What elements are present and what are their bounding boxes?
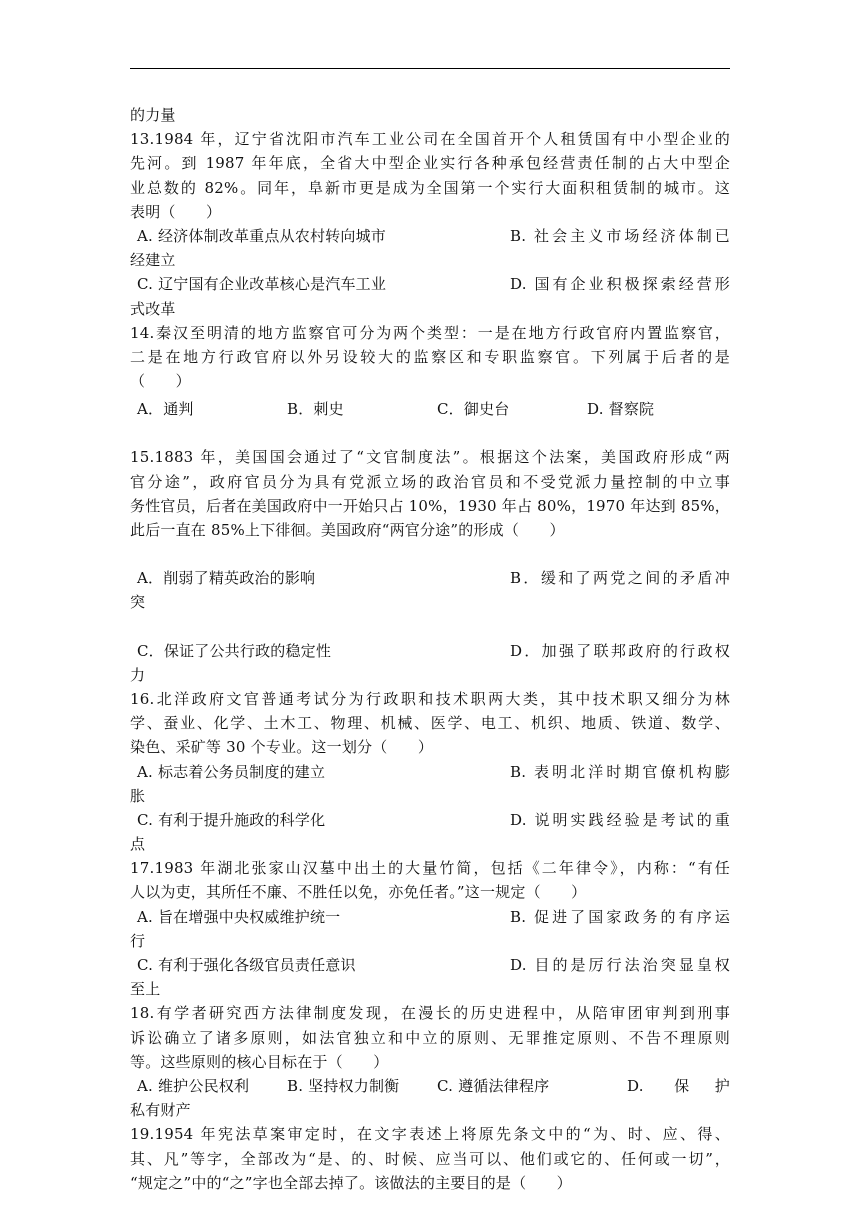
question-16-option-d: D. 说明实践经验是考试的重 xyxy=(510,810,730,829)
question-16-stem-line: 染色、采矿等 30 个专业。这一划分（ ） xyxy=(130,738,434,757)
question-13-option-b: B. 社会主义市场经济体制已 xyxy=(510,226,730,245)
question-15-option-d: D．加强了联邦政府的行政权 xyxy=(510,641,730,660)
question-18-option-d: D. 保护 xyxy=(627,1076,730,1095)
question-14-option-d: D. 督察院 xyxy=(587,400,655,419)
question-13-option-a: A. 经济体制改革重点从农村转向城市 xyxy=(137,226,386,245)
question-19-stem-line: “规定之”中的“之”字也全部去掉了。该做法的主要目的是（ ） xyxy=(130,1173,572,1192)
question-19 xyxy=(130,1122,730,1195)
header-rule xyxy=(130,68,730,69)
question-15-option-b: B．缓和了两党之间的矛盾冲 xyxy=(510,569,730,588)
question-14-option-c: C．御史台 xyxy=(437,400,510,419)
question-17-stem-line: 17.1983 年湖北张家山汉墓中出土的大量竹简，包括《二年律令》，内称：“有任 xyxy=(130,859,730,878)
question-14-stem-line: 14.秦汉至明清的地方监察官可分为两个类型：一是在地方行政官府内置监察官， xyxy=(130,323,730,342)
question-17-option-d-wrap: 至上 xyxy=(130,980,161,999)
question-15-option-b-wrap: 突 xyxy=(130,593,146,612)
question-17-option-c: C. 有利于强化各级官员责任意识 xyxy=(137,956,356,974)
question-17 xyxy=(130,856,730,1001)
question-19-stem-line: 其、凡”等字，全部改为“是、的、时候、应当可以、他们或它的、任何或一切”， xyxy=(130,1149,730,1168)
question-17-option-a: A. 旨在增强中央权威维护统一 xyxy=(137,907,341,926)
question-16-option-c: C. 有利于提升施政的科学化 xyxy=(137,810,326,829)
question-14-stem-line: （ ） xyxy=(130,372,191,391)
question-18-stem-line: 诉讼确立了诸多原则，如法官独立和中立的原则、无罪推定原则、不告不理原则 xyxy=(130,1028,730,1047)
question-16-option-a: A. 标志着公务员制度的建立 xyxy=(137,762,326,781)
question-18 xyxy=(130,1001,730,1122)
question-14-option-b: B．刺史 xyxy=(287,400,344,419)
question-18-option-c: C. 遵循法律程序 xyxy=(437,1076,550,1095)
question-15 xyxy=(130,445,730,687)
question-13-option-c: C. 辽宁国有企业改革核心是汽车工业 xyxy=(137,275,387,294)
question-13-stem-line: 业总数的 82%。同年，阜新市更是成为全国第一个实行大面积租赁制的城市。这 xyxy=(130,178,730,197)
question-17-stem-line: 人以为吏，其所任不廉、不胜任以免，亦免任者。”这一规定（ ） xyxy=(130,883,587,902)
question-15-option-a: A．削弱了精英政治的影响 xyxy=(137,569,316,588)
question-18-option-b: B. 坚持权力制衡 xyxy=(287,1076,400,1095)
question-15-stem-line: 官分途”，政府官员分为具有党派立场的政治官员和不受党派力量控制的中立事 xyxy=(130,472,730,491)
question-15-stem-line: 15.1883 年，美国国会通过了“文官制度法”。根据这个法案，美国政府形成“两 xyxy=(130,448,730,467)
exam-page xyxy=(130,103,730,1195)
question-13-option-b-wrap: 经建立 xyxy=(130,251,176,270)
question-19-stem-line: 19.1954 年宪法草案审定时，在文字表述上将原先条文中的“为、时、应、得、 xyxy=(130,1125,730,1144)
question-16-stem-line: 学、蚕业、化学、土木工、物理、机械、医学、电工、机织、地质、铁道、数学、 xyxy=(130,714,730,733)
question-17-option-b-wrap: 行 xyxy=(130,931,146,950)
question-18-stem-line: 18.有学者研究西方法律制度发现，在漫长的历史进程中，从陪审团审判到刑事 xyxy=(130,1004,730,1023)
question-16-stem-line: 16.北洋政府文官普通考试分为行政职和技术职两大类，其中技术职又细分为林 xyxy=(130,689,730,708)
question-16-option-d-wrap: 点 xyxy=(130,835,146,854)
question-14 xyxy=(130,321,730,422)
question-13-stem-line: 表明（ ） xyxy=(130,202,222,221)
question-15-option-c: C．保证了公共行政的稳定性 xyxy=(137,641,332,660)
question-16-option-b-wrap: 胀 xyxy=(130,786,146,805)
question-15-stem-line: 此后一直在 85%上下徘徊。美国政府“两官分途”的形成（ ） xyxy=(130,521,565,539)
question-16 xyxy=(130,687,730,856)
question-18-option-a: A. 维护公民权利 xyxy=(137,1076,250,1095)
question-13 xyxy=(130,127,730,321)
question-18-option-d-wrap: 私有财产 xyxy=(130,1101,191,1120)
question-14-option-a: A．通判 xyxy=(137,400,194,419)
question-16-option-b: B. 表明北洋时期官僚机构膨 xyxy=(510,762,730,781)
question-13-option-d-wrap: 式改革 xyxy=(130,299,176,318)
question-15-stem-line: 务性官员，后者在美国政府中一开始只占 10%，1930 年占 80%，1970 年达到 85%， xyxy=(130,496,730,515)
question-15-option-d-wrap: 力 xyxy=(130,665,146,684)
question-18-stem-line: 等。这些原则的核心目标在于（ ） xyxy=(130,1052,389,1071)
question-17-option-b: B. 促进了国家政务的有序运 xyxy=(510,907,730,926)
question-13-stem-line: 先河。到 1987 年年底，全省大中型企业实行各种承包经营责任制的占大中型企 xyxy=(130,154,730,173)
previous-question-tail: 的力量 xyxy=(130,106,176,124)
question-13-stem-line: 13.1984 年，辽宁省沈阳市汽车工业公司在全国首开个人租赁国有中小型企业的 xyxy=(130,130,730,149)
question-13-option-d: D. 国有企业积极探索经营形 xyxy=(510,275,730,294)
question-14-stem-line: 二是在地方行政官府以外另设较大的监察区和专职监察官。下列属于后者的是 xyxy=(130,347,730,366)
question-17-option-d: D. 目的是厉行法治突显皇权 xyxy=(510,956,730,974)
